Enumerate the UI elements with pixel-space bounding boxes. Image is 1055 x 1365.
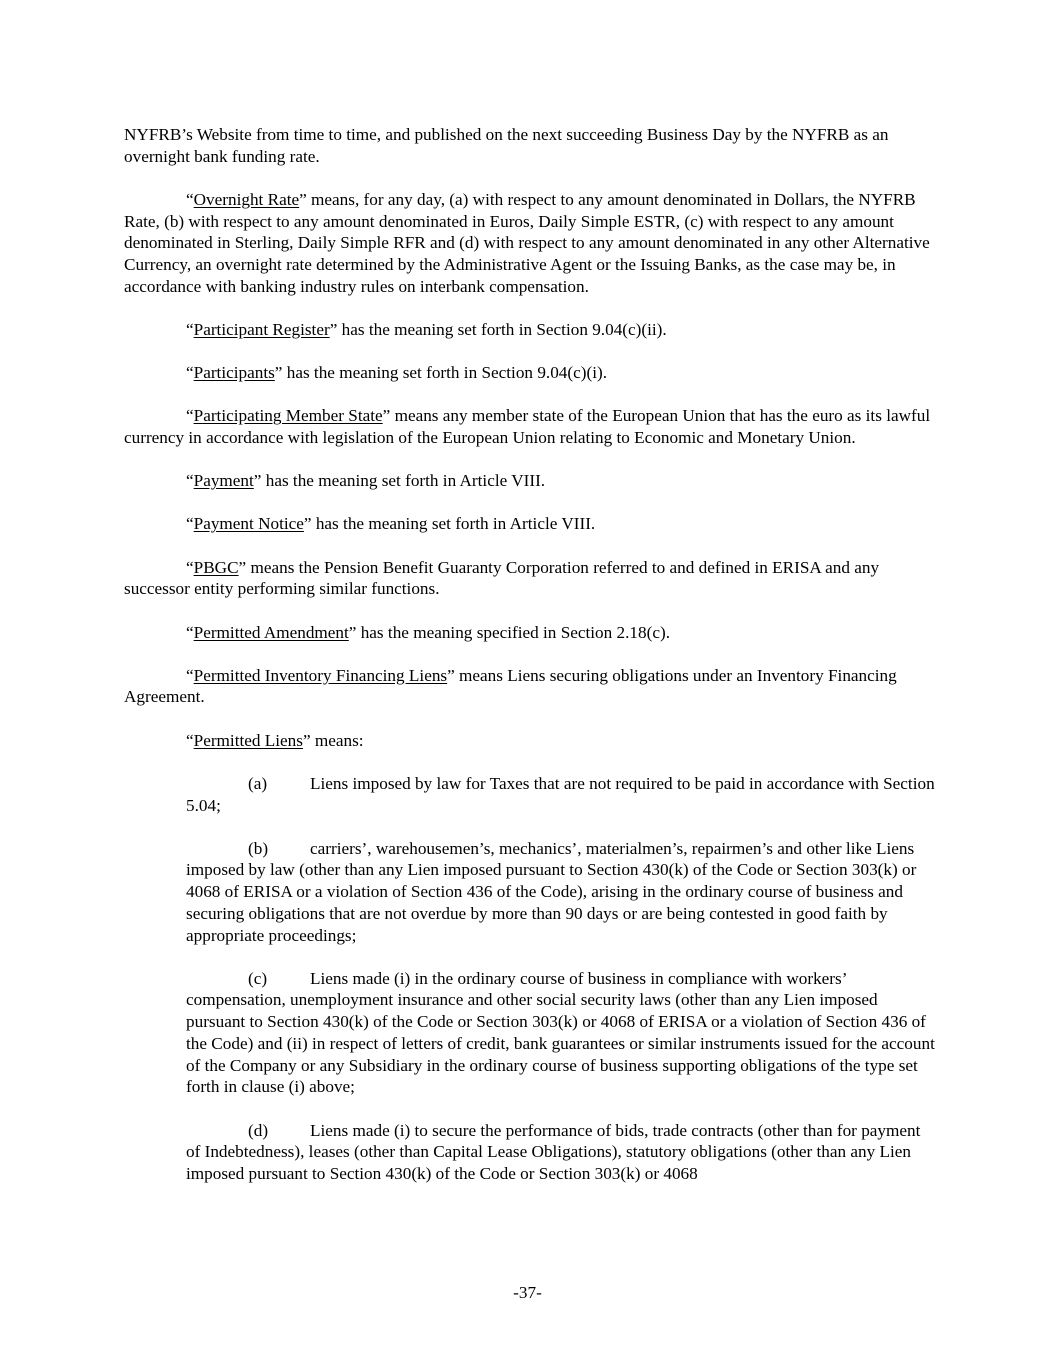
open-quote: “ xyxy=(186,363,194,383)
definition-payment xyxy=(124,470,936,492)
definition-pbgc xyxy=(124,557,936,600)
defined-term: Permitted Inventory Financing Liens xyxy=(193,665,448,685)
document-page xyxy=(124,124,936,1206)
open-quote: “ xyxy=(186,319,194,339)
defined-term: PBGC xyxy=(193,557,239,577)
open-quote: “ xyxy=(186,557,194,577)
defined-term: Payment xyxy=(193,471,254,491)
clause-text: Liens imposed by law for Taxes that are not required to be paid in accordance with Section 5.04; xyxy=(186,773,935,815)
clause-label: (b) xyxy=(248,838,269,858)
clause-text: Liens made (i) to secure the performance of bids, trade contracts (other than for payment of Indebtedness), leases (other than Capital Lease Obligations), statutory obligations (other than any Lien imposed pursuant to Section 430(k) of the Code or Section 303(k) or 4068 xyxy=(186,1120,921,1183)
definition-participating-member-state xyxy=(124,405,936,448)
open-quote: “ xyxy=(186,406,194,426)
open-quote: “ xyxy=(186,189,194,209)
open-quote: “ xyxy=(186,471,194,491)
definition-text: ” has the meaning set forth in Section 9.04(c)(ii). xyxy=(329,319,667,339)
clause-text: carriers’, warehousemen’s, mechanics’, materialmen’s, repairmen’s and other like Liens imposed by law (other than any Lien imposed pursuant to Section 430(k) of the Code or Section 303(k) or 4068 of ERISA or a violation of Section 436 of the Code), arising in the ordinary course of business and securing obligations that are not overdue by more than 90 days or are being contested in good faith by appropriate proceedings; xyxy=(186,838,917,945)
definition-participants xyxy=(124,362,936,384)
definition-permitted-amendment xyxy=(124,622,936,644)
definition-text: ” means the Pension Benefit Guaranty Corporation referred to and defined in ERISA and any successor entity performing similar functions. xyxy=(124,557,880,599)
clause-label: (c) xyxy=(248,968,268,988)
open-quote: “ xyxy=(186,514,194,534)
defined-term: Payment Notice xyxy=(193,514,304,534)
defined-term: Permitted Liens xyxy=(193,730,303,750)
definition-text: ” has the meaning set forth in Article VIII. xyxy=(253,471,546,491)
definition-text: ” has the meaning set forth in Article VIII. xyxy=(303,514,596,534)
definition-permitted-inventory-financing-liens xyxy=(124,665,936,708)
defined-term: Participant Register xyxy=(193,319,330,339)
open-quote: “ xyxy=(186,730,194,750)
clause-c xyxy=(186,968,936,1098)
definition-text: ” means: xyxy=(302,730,364,750)
defined-term: Participating Member State xyxy=(193,406,383,426)
definition-text: ” means, for any day, (a) with respect to any amount denominated in Dollars, the NYFRB Rate, (b) with respect to any amount denominated in Euros, Daily Simple ESTR, (c) with respect to any amount denominated in Sterling, Daily Simple RFR and (d) with respect to any amount denominated in any other Alternative Currency, an overnight rate determined by the Administrative Agent or the Issuing Banks, as the case may be, in accordance with banking industry rules on interbank compensation. xyxy=(124,189,930,296)
clause-label: (a) xyxy=(248,773,268,793)
definition-payment-notice xyxy=(124,513,936,535)
defined-term: Overnight Rate xyxy=(193,189,300,209)
definition-text: ” means Liens securing obligations under an Inventory Financing Agreement. xyxy=(124,665,897,707)
page-number: -37- xyxy=(513,1283,542,1302)
open-quote: “ xyxy=(186,622,194,642)
open-quote: “ xyxy=(186,665,194,685)
defined-term: Permitted Amendment xyxy=(193,622,349,642)
definition-text: ” means any member state of the European Union that has the euro as its lawful currency in accordance with legislation of the European Union relating to Economic and Monetary Union. xyxy=(124,406,931,448)
clause-b xyxy=(186,838,936,947)
definition-permitted-liens xyxy=(124,730,936,752)
continuation-paragraph: NYFRB’s Website from time to time, and published on the next succeeding Business Day by the NYFRB as an overnight bank funding rate. xyxy=(124,125,889,166)
definition-overnight-rate xyxy=(124,189,936,298)
definition-text: ” has the meaning set forth in Section 9.04(c)(i). xyxy=(274,363,607,383)
clause-text: Liens made (i) in the ordinary course of business in compliance with workers’ compensation, unemployment insurance and other social security laws (other than any Lien imposed pursuant to Section 430(k) of the Code or Section 303(k) or 4068 of ERISA or a violation of Section 436 of the Code) and (ii) in respect of letters of credit, bank guarantees or similar instruments issued for the account of the Company or any Subsidiary in the ordinary course of business supporting obligations of the type set forth in clause (i) above; xyxy=(186,968,935,1097)
clause-label: (d) xyxy=(248,1120,269,1140)
clause-d xyxy=(186,1120,936,1185)
clause-a xyxy=(186,773,936,816)
definition-participant-register xyxy=(124,319,936,341)
definition-text: ” has the meaning specified in Section 2.18(c). xyxy=(348,622,670,642)
defined-term: Participants xyxy=(193,363,275,383)
